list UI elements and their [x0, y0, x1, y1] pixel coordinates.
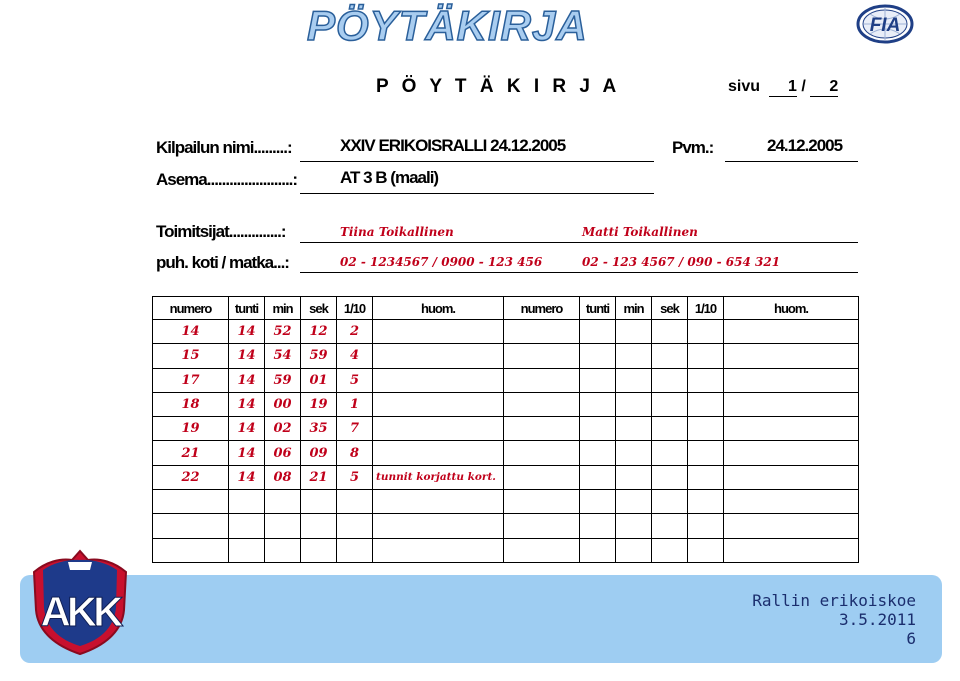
cell-empty: [724, 538, 859, 562]
cell-empty: [504, 490, 580, 514]
timing-table: [152, 296, 859, 563]
table-row: [153, 368, 859, 392]
date-label: Pvm.:: [672, 138, 714, 157]
competition-value: XXIV ERIKOISRALLI 24.12.2005: [300, 136, 654, 162]
cell-empty: [504, 441, 580, 465]
header-sek: sek: [301, 297, 337, 320]
footer-text: [752, 591, 916, 648]
cell-sek: 59: [301, 344, 337, 368]
cell-min: 08: [265, 465, 301, 489]
table-row: [153, 392, 859, 416]
cell-empty: [580, 320, 616, 344]
cell-tunti: 14: [229, 441, 265, 465]
competition-label: Kilpailun nimi.........:: [156, 138, 292, 157]
phone-1: 02 - 1234567 / 0900 - 123 456: [340, 255, 543, 269]
cell-min: 52: [265, 320, 301, 344]
cell-empty: [652, 344, 688, 368]
table-row: [153, 344, 859, 368]
cell-empty: [616, 344, 652, 368]
page-indicator: [728, 78, 838, 97]
cell-empty: [724, 441, 859, 465]
header-numero-2: numero: [504, 297, 580, 320]
cell-tunti: 14: [229, 465, 265, 489]
fia-logo-icon: [856, 4, 914, 44]
cell-numero: 19: [153, 417, 229, 441]
station-value: AT 3 B (maali): [300, 168, 654, 194]
cell-empty: [504, 465, 580, 489]
date-value: 24.12.2005: [725, 136, 858, 162]
cell-empty: [504, 320, 580, 344]
cell-tunti: 14: [229, 417, 265, 441]
cell-empty: [504, 514, 580, 538]
cell-tunti: 14: [229, 368, 265, 392]
cell-empty: [652, 538, 688, 562]
cell-empty: [724, 344, 859, 368]
cell-empty: [580, 538, 616, 562]
cell-huom: [373, 441, 504, 465]
akk-logo-icon: [28, 548, 132, 656]
cell-empty: [652, 441, 688, 465]
fia-logo-text: FIA: [869, 15, 901, 36]
header-sek-2: sek: [652, 297, 688, 320]
header-numero: numero: [153, 297, 229, 320]
header-min-2: min: [616, 297, 652, 320]
cell-empty: [616, 368, 652, 392]
table-row: [153, 417, 859, 441]
cell-empty: [688, 344, 724, 368]
cell-empty: [688, 490, 724, 514]
phone-label: puh. koti / matka...:: [156, 253, 289, 272]
cell-empty: [504, 368, 580, 392]
cell-min: 00: [265, 392, 301, 416]
header-tunti-2: tunti: [580, 297, 616, 320]
cell-empty: [373, 538, 504, 562]
cell-empty: [265, 538, 301, 562]
sivu-label: sivu: [728, 78, 761, 95]
header-huom-2: huom.: [724, 297, 859, 320]
footer-bar: [20, 575, 942, 663]
cell-tenths: 2: [337, 320, 373, 344]
page-separator: /: [801, 78, 806, 95]
table-row: [153, 465, 859, 489]
page-total: 2: [810, 78, 838, 97]
table-row: [153, 514, 859, 538]
cell-tenths: 8: [337, 441, 373, 465]
cell-sek: 01: [301, 368, 337, 392]
header-tenths: 1/10: [337, 297, 373, 320]
cell-empty: [337, 514, 373, 538]
document-title: P Ö Y T Ä K I R J A: [376, 76, 621, 97]
header-tenths-2: 1/10: [688, 297, 724, 320]
cell-tenths: 4: [337, 344, 373, 368]
cell-huom: [373, 368, 504, 392]
cell-empty: [616, 490, 652, 514]
cell-empty: [688, 465, 724, 489]
cell-empty: [153, 538, 229, 562]
cell-empty: [504, 417, 580, 441]
cell-sek: 09: [301, 441, 337, 465]
cell-min: 59: [265, 368, 301, 392]
cell-empty: [724, 320, 859, 344]
cell-empty: [153, 514, 229, 538]
cell-empty: [580, 392, 616, 416]
cell-empty: [580, 417, 616, 441]
cell-empty: [616, 538, 652, 562]
cell-empty: [580, 344, 616, 368]
cell-empty: [652, 514, 688, 538]
cell-huom: [373, 392, 504, 416]
cell-min: 06: [265, 441, 301, 465]
cell-empty: [580, 465, 616, 489]
footer-line-2: 3.5.2011: [838, 610, 916, 629]
cell-huom: [373, 417, 504, 441]
cell-empty: [616, 514, 652, 538]
cell-min: 54: [265, 344, 301, 368]
cell-tunti: 14: [229, 344, 265, 368]
cell-empty: [616, 441, 652, 465]
footer-line-1: Rallin erikoiskoe: [752, 591, 916, 610]
cell-empty: [688, 514, 724, 538]
cell-empty: [724, 514, 859, 538]
cell-empty: [229, 490, 265, 514]
cell-empty: [616, 320, 652, 344]
cell-empty: [688, 320, 724, 344]
cell-empty: [229, 538, 265, 562]
cell-numero: 15: [153, 344, 229, 368]
table-row: [153, 490, 859, 514]
cell-sek: 21: [301, 465, 337, 489]
table-header-row: [153, 297, 859, 320]
cell-empty: [616, 465, 652, 489]
cell-numero: 17: [153, 368, 229, 392]
cell-tunti: 14: [229, 392, 265, 416]
cell-empty: [724, 417, 859, 441]
cell-huom: tunnit korjattu kort.: [373, 465, 504, 489]
cell-empty: [580, 514, 616, 538]
cell-empty: [688, 368, 724, 392]
akk-logo-text: AKK: [40, 588, 120, 635]
cell-empty: [724, 490, 859, 514]
table-row: [153, 538, 859, 562]
cell-empty: [652, 392, 688, 416]
cell-numero: 18: [153, 392, 229, 416]
cell-empty: [337, 490, 373, 514]
cell-empty: [724, 392, 859, 416]
cell-empty: [504, 344, 580, 368]
cell-empty: [652, 490, 688, 514]
cell-empty: [616, 392, 652, 416]
cell-sek: 35: [301, 417, 337, 441]
cell-numero: 21: [153, 441, 229, 465]
cell-empty: [688, 392, 724, 416]
header-min: min: [265, 297, 301, 320]
cell-empty: [652, 320, 688, 344]
cell-empty: [504, 538, 580, 562]
cell-tenths: 5: [337, 368, 373, 392]
cell-empty: [580, 490, 616, 514]
cell-sek: 12: [301, 320, 337, 344]
cell-empty: [616, 417, 652, 441]
cell-empty: [301, 514, 337, 538]
cell-empty: [265, 490, 301, 514]
header-huom: huom.: [373, 297, 504, 320]
table-row: [153, 441, 859, 465]
cell-empty: [688, 538, 724, 562]
cell-empty: [373, 490, 504, 514]
cell-empty: [688, 417, 724, 441]
header-tunti: tunti: [229, 297, 265, 320]
cell-tunti: 14: [229, 320, 265, 344]
cell-tenths: 7: [337, 417, 373, 441]
cell-empty: [652, 368, 688, 392]
cell-empty: [652, 465, 688, 489]
officials-label: Toimitsijat..............:: [156, 222, 286, 241]
page-current: 1: [769, 78, 797, 97]
cell-empty: [337, 538, 373, 562]
cell-empty: [504, 392, 580, 416]
cell-empty: [229, 514, 265, 538]
station-label: Asema.......................:: [156, 170, 298, 189]
cell-empty: [688, 441, 724, 465]
cell-empty: [153, 490, 229, 514]
cell-tenths: 5: [337, 465, 373, 489]
official-2: Matti Toikallinen: [582, 225, 698, 239]
cell-empty: [265, 514, 301, 538]
cell-tenths: 1: [337, 392, 373, 416]
cell-empty: [724, 465, 859, 489]
cell-numero: 14: [153, 320, 229, 344]
cell-empty: [301, 538, 337, 562]
cell-empty: [580, 441, 616, 465]
official-1: Tiina Toikallinen: [340, 225, 454, 239]
cell-huom: [373, 320, 504, 344]
cell-numero: 22: [153, 465, 229, 489]
cell-sek: 19: [301, 392, 337, 416]
cell-empty: [652, 417, 688, 441]
cell-empty: [580, 368, 616, 392]
cell-huom: [373, 344, 504, 368]
table-row: [153, 320, 859, 344]
phone-2: 02 - 123 4567 / 090 - 654 321: [582, 255, 781, 269]
footer-line-3: 6: [906, 629, 916, 648]
main-title: PÖYTÄKIRJA: [307, 2, 588, 49]
cell-empty: [301, 490, 337, 514]
cell-empty: [373, 514, 504, 538]
cell-min: 02: [265, 417, 301, 441]
cell-empty: [724, 368, 859, 392]
